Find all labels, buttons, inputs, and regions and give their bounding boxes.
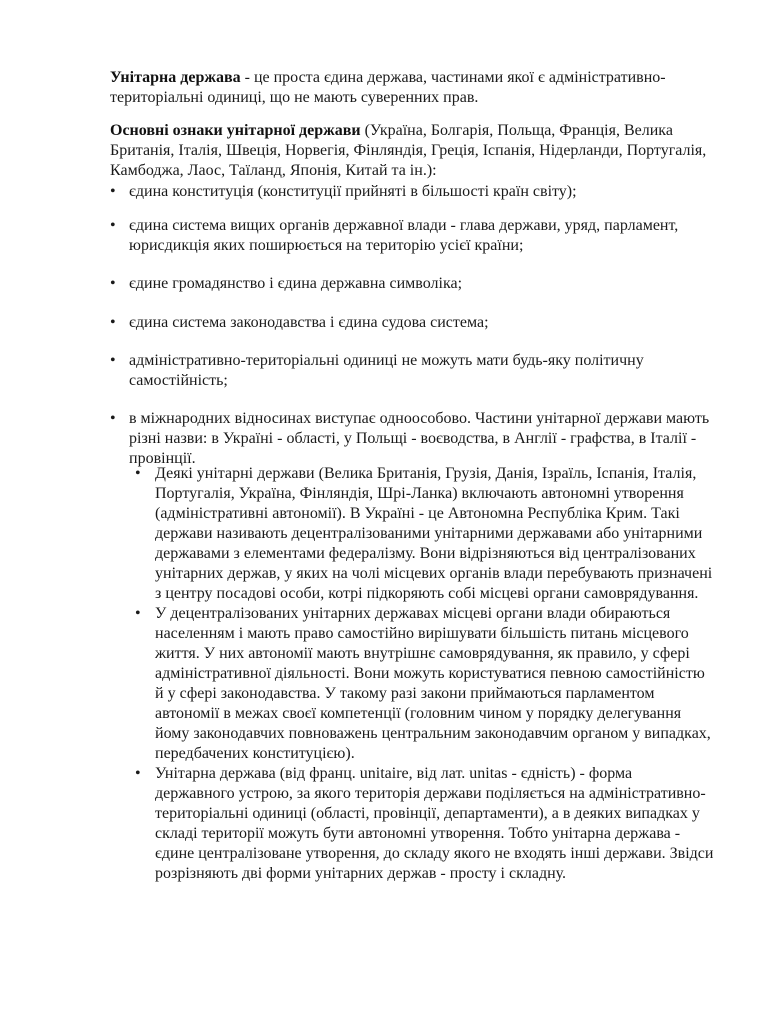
bullet-icon: • [110, 314, 116, 331]
bullet-icon: • [135, 465, 141, 482]
list-item-text: єдина система вищих органів державної влади - глава держави, уряд, парламент, юрисдикція яких поширюється на територію усієї країни; [129, 217, 679, 254]
intro-text: - це проста єдина держава, частинами якої є адміністративно-територіальні одиниці, що не мають суверенних прав. [110, 69, 666, 106]
bullet-icon: • [110, 183, 116, 200]
list-item-text: єдине громадянство і єдина державна символіка; [129, 275, 463, 292]
list-item [110, 182, 710, 202]
list-item-text: в міжнародних відносинах виступає одноособово. Частини унітарної держави мають різні назви: в Україні - області, у Польщі - воєводства, в Англії - графства, в Італії - провінції. [129, 410, 710, 467]
bullet-icon: • [110, 410, 116, 427]
list-item-text: У децентралізованих унітарних державах місцеві органи влади обираються населенням і мають право самостійно вирішувати більшість питань місцевого життя. У них автономії мають внутрішнє самоврядування, як правило, у сфері адміністративної діяльності. Вони можуть користуватися певною самостійністю й у сфері законодавства. У такому разі закони приймаються парламентом автономії в межах своєї компетенції (головним чином у порядку делегування йому законодавчих повноважень центральним законодавчим органом у випадках, передбачених конституцією). [155, 605, 711, 762]
list-item [135, 604, 715, 764]
list-item-text: єдина система законодавства і єдина судова система; [129, 314, 489, 331]
list-item [110, 313, 710, 333]
bullet-icon: • [110, 275, 116, 292]
list-item-text: єдина конституція (конституції прийняті в більшості країн світу); [129, 183, 577, 200]
features-countries: (Україна, Болгарія, Польща, Франція, Велика Британія, Італія, Швеція, Норвегія, Фінляндія, Греція, Іспанія, Нідерланди, Португалія, Камбоджа, Лаос, Таїланд, Японія, Китай та ін.): [110, 122, 707, 179]
list-item-text: Унітарна держава (від франц. unitaire, від лат. unitas - єдність) - форма державного устрою, за якого територія держави поділяється на адміністративно-територіальні одиниці (області, провінції, департаменти), а в деяких випадках у складі території можуть бути автономні утворення. Тобто унітарна держава - єдине централізоване утворення, до складу якого не входять інші держави. Звідси розрізняють дві форми унітарних держав - просту і складну. [155, 765, 714, 882]
list-item [135, 764, 715, 884]
features-list [110, 182, 710, 469]
list-item [110, 351, 710, 391]
bullet-icon: • [135, 605, 141, 622]
features-heading: Основні ознаки унітарної держави [110, 122, 361, 139]
intro-term: Унітарна держава [110, 69, 241, 86]
list-item [110, 274, 710, 294]
bullet-icon: • [110, 352, 116, 369]
list-item-text: Деякі унітарні держави (Велика Британія, Грузія, Данія, Ізраїль, Іспанія, Італія, Португалія, Україна, Фінляндія, Шрі-Ланка) включають автономні утворення (адміністративні автономії). В Україні - це Автономна Республіка Крим. Такі держави називають децентралізованими унітарними державами або унітарними державами з елементами федералізму. Вони відрізняються від централізованих унітарних держав, у яких на чолі місцевих органів влади перебувають призначені з центру посадові особи, котрі підкоряють собі місцеві органи самоврядування. [155, 465, 713, 602]
list-item-text: адміністративно-територіальні одиниці не можуть мати будь-яку політичну самостійність; [129, 352, 644, 389]
list-item [135, 464, 715, 604]
list-item [110, 216, 710, 256]
features-paragraph [110, 121, 710, 181]
intro-paragraph [110, 68, 710, 108]
bullet-icon: • [110, 217, 116, 234]
bullet-icon: • [135, 765, 141, 782]
list-item [110, 409, 710, 469]
details-list [135, 464, 715, 884]
